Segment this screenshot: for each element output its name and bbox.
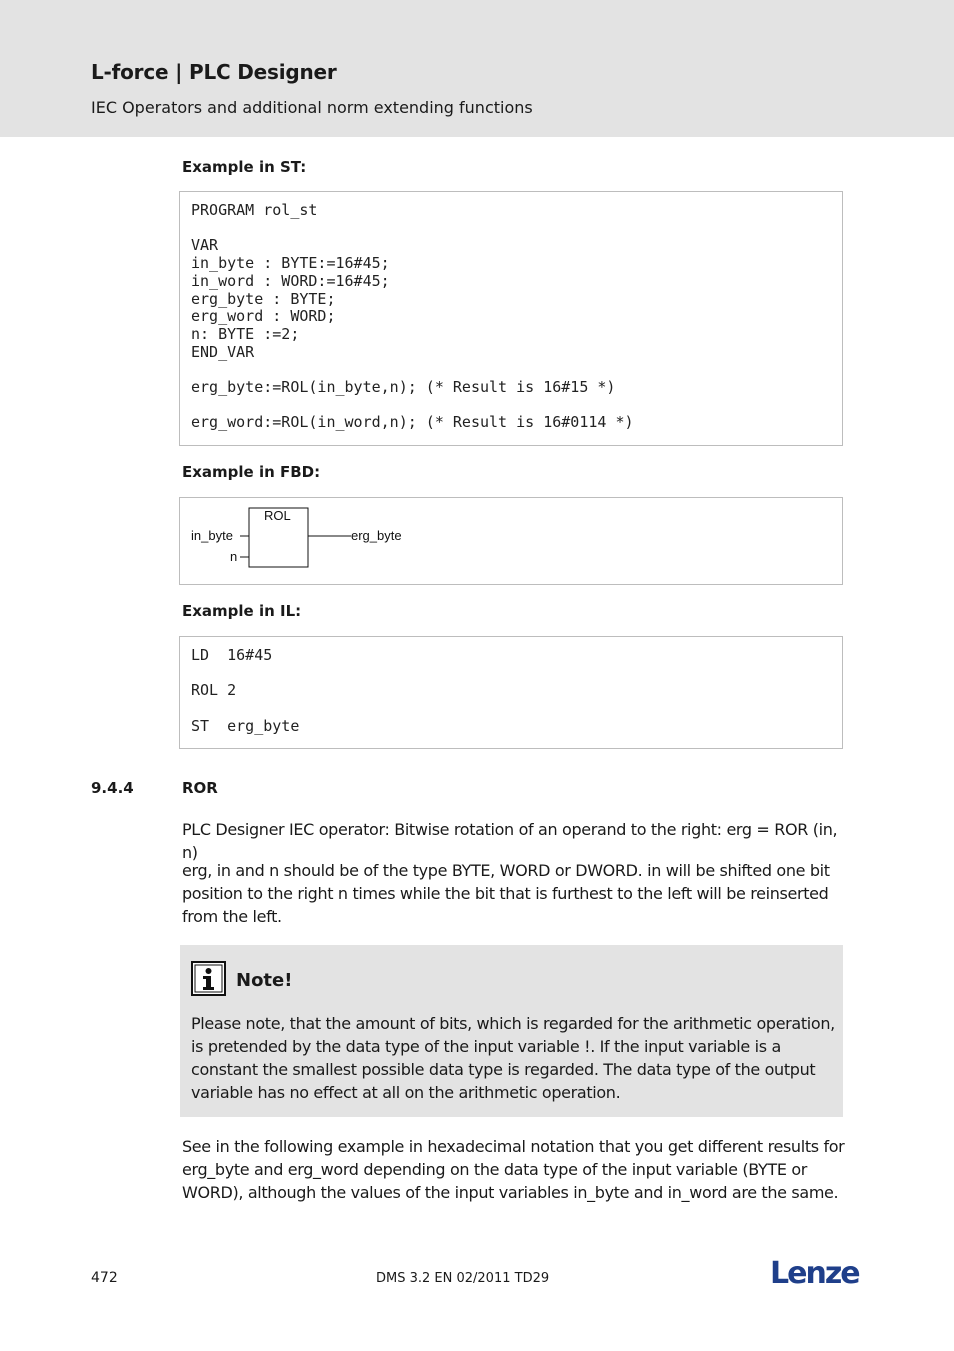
section-title: ROR bbox=[182, 779, 218, 797]
fbd-example-label: Example in FBD: bbox=[182, 463, 321, 481]
il-code-box bbox=[179, 636, 843, 749]
st-code-box bbox=[179, 191, 843, 446]
ror-description: PLC Designer IEC operator: Bitwise rotation of an operand to the right: erg = ROR (in, n) bbox=[182, 820, 838, 862]
fbd-input-1-label: in_byte bbox=[191, 528, 233, 543]
ror-type-description: erg, in and n should be of the type BYTE, WORD or DWORD. in will be shifted one bit position to the right n times while the bit that is furthest to the left will be reinserted from the left. bbox=[182, 861, 830, 926]
st-code: PROGRAM rol_st VAR in_byte : BYTE:=16#45; in_word : WORD:=16#45; erg_byte : BYTE; erg_word : WORD; n: BYTE :=2; END_VAR erg_byte:=ROL(in_byte,n); (* Result is 16#15 *) erg_word:=ROL(in_word,n); (* Result is 16#0114 *) bbox=[191, 201, 634, 432]
document-id: DMS 3.2 EN 02/2011 TD29 bbox=[376, 1271, 550, 1286]
example-intro: See in the following example in hexadecimal notation that you get different results for erg_byte and erg_word depending on the data type of the input variable (BYTE or WORD), although the values of the input variables in_byte and in_word are the same. bbox=[182, 1137, 845, 1202]
info-icon bbox=[191, 961, 226, 996]
fbd-block-name: ROL bbox=[264, 508, 291, 523]
page-number: 472 bbox=[91, 1270, 118, 1286]
note-heading: Note! bbox=[236, 970, 293, 991]
fbd-diagram-box bbox=[179, 497, 843, 585]
fbd-output-label: erg_byte bbox=[351, 528, 402, 543]
st-example-label: Example in ST: bbox=[182, 158, 307, 176]
il-example-label: Example in IL: bbox=[182, 602, 302, 620]
il-code: LD 16#45 ROL 2 ST erg_byte bbox=[191, 646, 300, 735]
header-subtitle: IEC Operators and additional norm extending functions bbox=[91, 98, 533, 117]
note-box bbox=[180, 945, 843, 1117]
section-number: 9.4.4 bbox=[91, 779, 134, 797]
fbd-input-2-label: n bbox=[230, 549, 238, 564]
header-title: L-force | PLC Designer bbox=[91, 60, 337, 84]
lenze-logo: Lenze bbox=[770, 1256, 859, 1291]
note-text: Please note, that the amount of bits, which is regarded for the arithmetic operation, is pretended by the data type of the input variable !. If the input variable is a constant the smallest possible data type is regarded. The data type of the output variable has no effect at all on the arithmetic operation. bbox=[191, 1014, 835, 1102]
